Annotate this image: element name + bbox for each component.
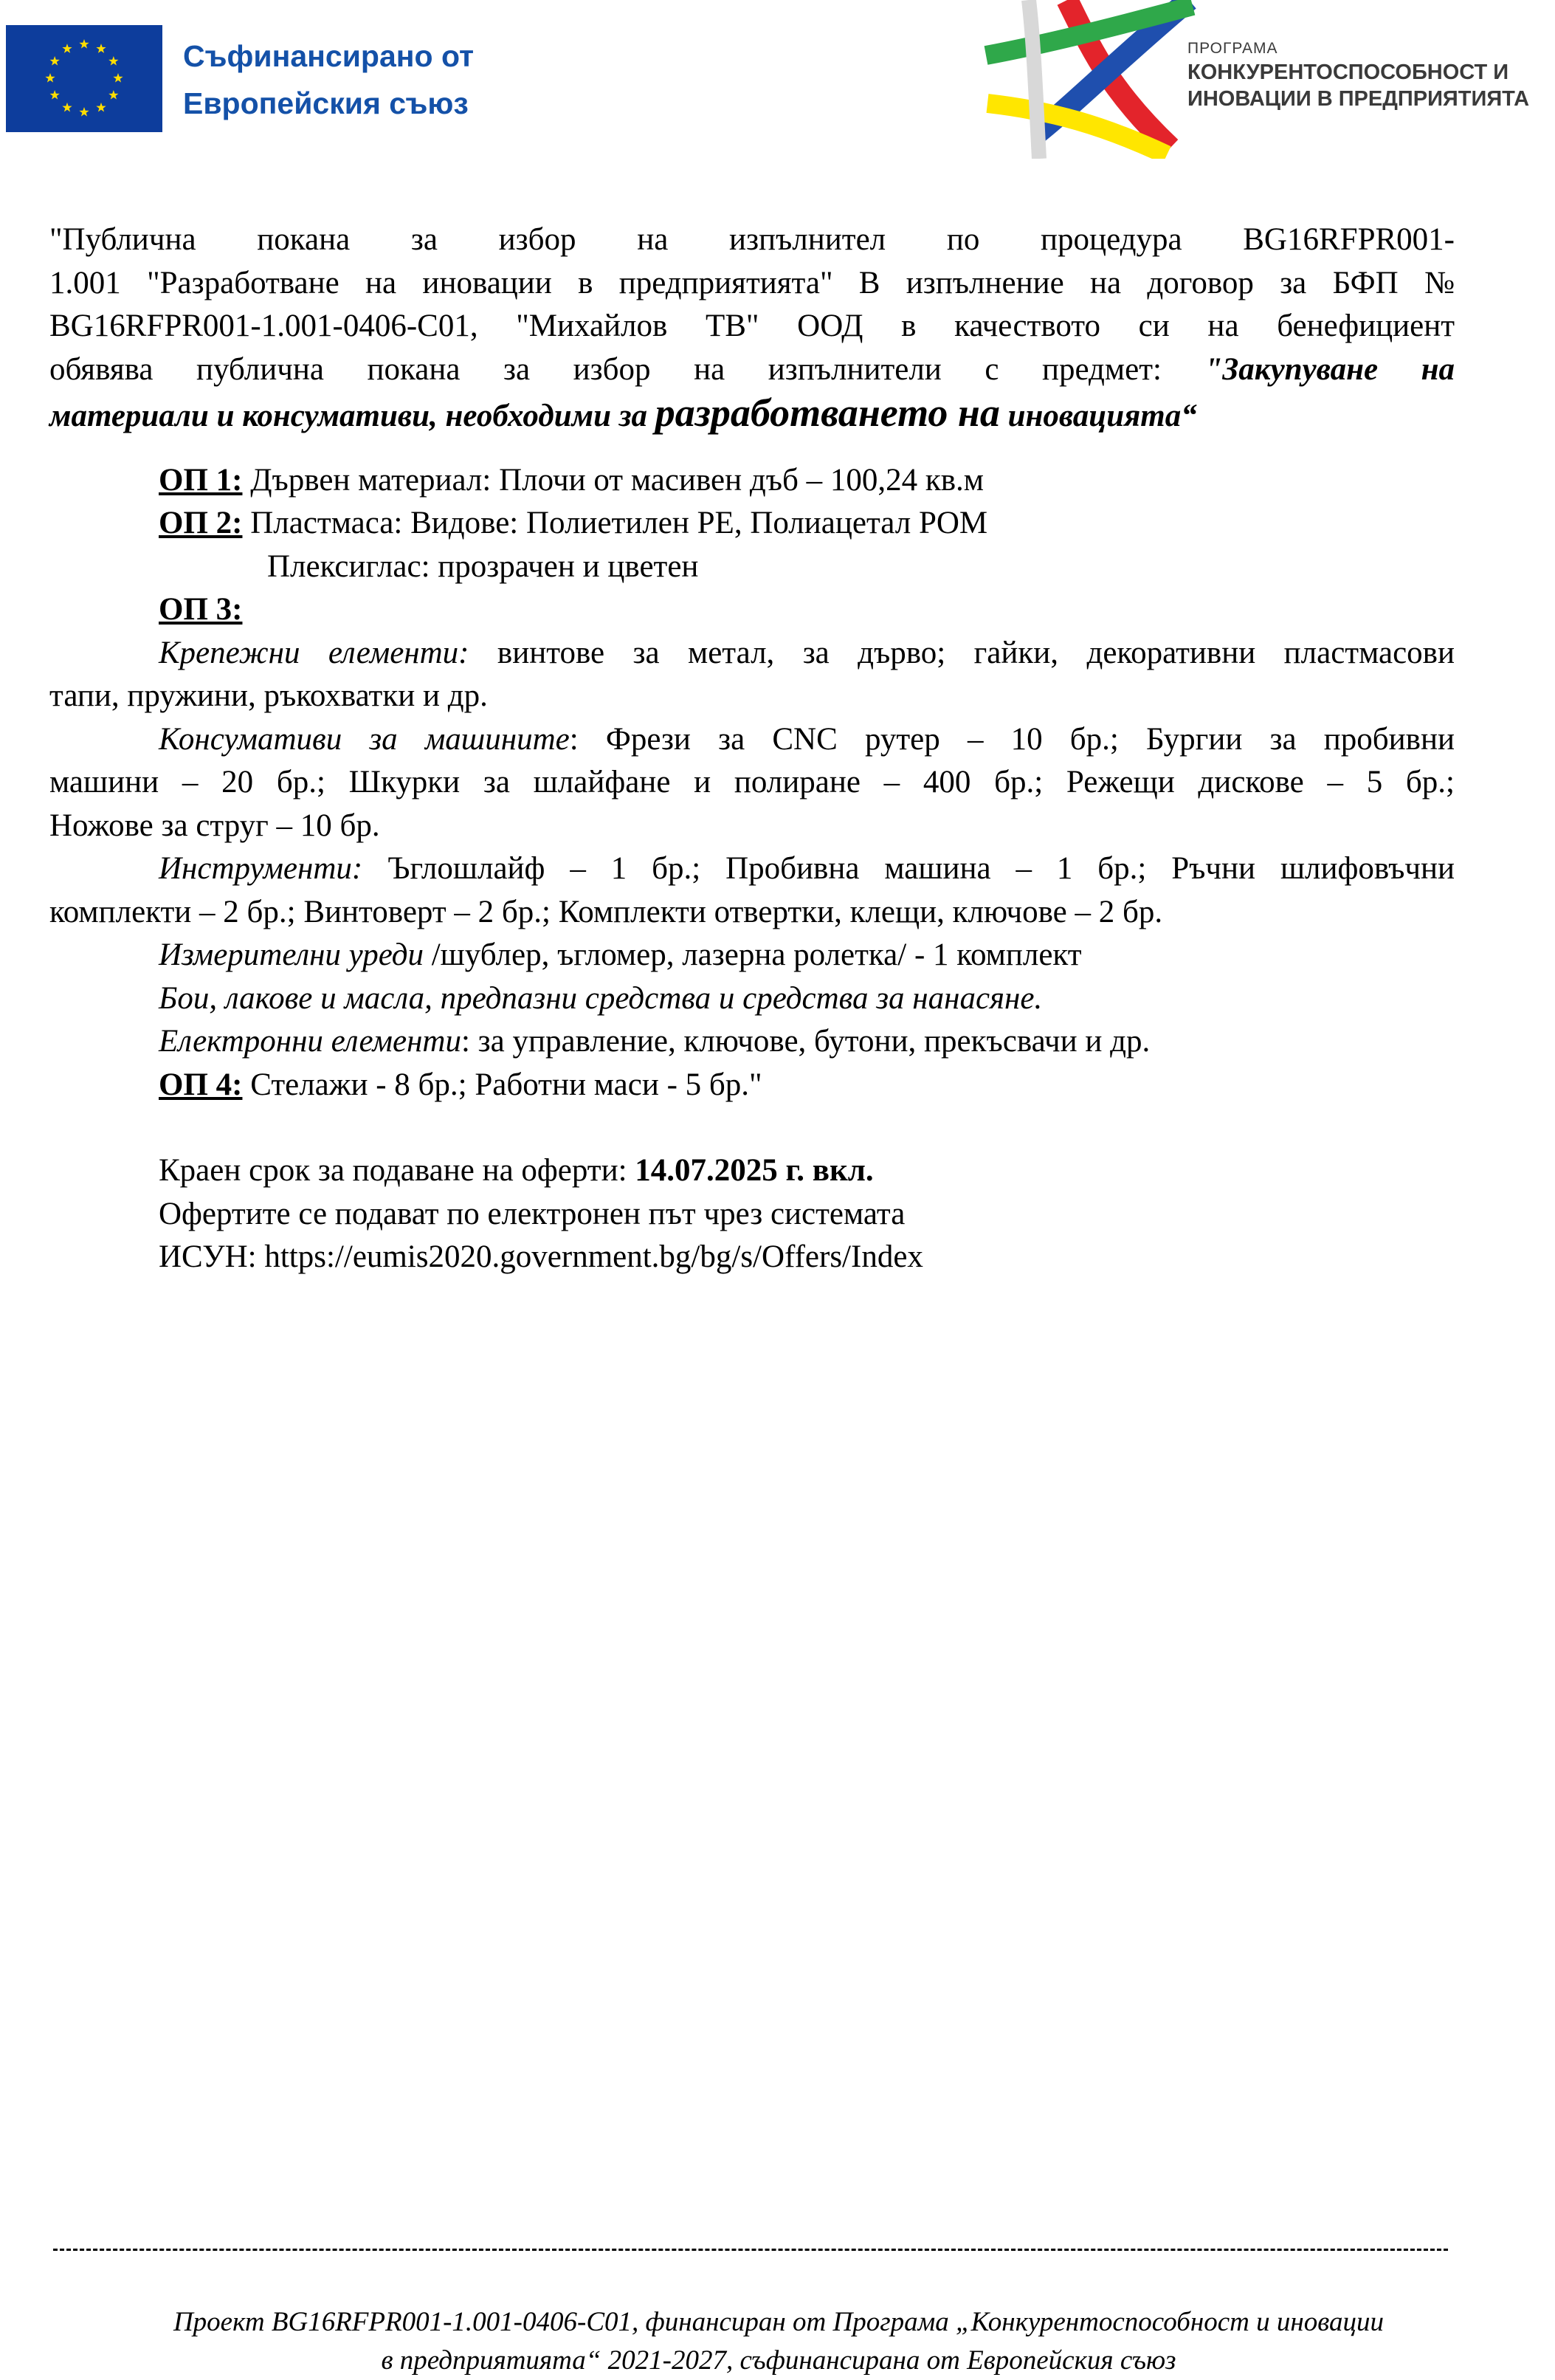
intro-line-1: "Публична покана за избор на изпълнител по процедура BG16RFPR001-: [49, 222, 1455, 257]
op4-line: ОП 4: Стелажи - 8 бр.; Работни маси - 5 бр.": [159, 1067, 762, 1102]
eu-star-icon: [62, 44, 72, 53]
footer-line-1: Проект BG16RFPR001-1.001-0406-C01, финансиран от Програма „Конкурентоспособност и иновации: [173, 2307, 1385, 2337]
eu-star-icon: [79, 107, 89, 117]
op1-line: ОП 1: Дървен материал: Плочи от масивен дъб – 100,24 кв.м: [159, 462, 984, 498]
program-title-line2: ИНОВАЦИИ В ПРЕДПРИЯТИЯТА: [1187, 87, 1530, 111]
consumables-line-1: Консумативи за машините: Фрези за CNC рутер – 10 бр.; Бургии за пробивни: [159, 721, 1455, 757]
op4-label: ОП 4:: [159, 1067, 243, 1102]
eu-star-icon: [62, 103, 72, 112]
consumables-line-3: Ножове за струг – 10 бр.: [49, 808, 380, 843]
footer-divider: [53, 2249, 1448, 2251]
program-label: ПРОГРАМА: [1187, 40, 1278, 57]
eu-star-icon: [113, 73, 123, 83]
fasteners-line-2: тапи, пружини, ръкохватки и др.: [49, 678, 488, 713]
eu-star-icon: [96, 44, 106, 53]
eu-logo-line1: Съфинансирано от: [183, 39, 475, 73]
deadline-date: 14.07.2025 г. вкл.: [635, 1153, 874, 1188]
footer-note: [44, 2303, 1513, 2380]
op2-line: ОП 2: Пластмаса: Видове: Полиетилен PE, Полиацетал POM: [159, 506, 988, 540]
eu-star-icon: [108, 90, 118, 100]
op2-line-2: Плексиглас: прозрачен и цветен: [267, 548, 699, 584]
eu-star-icon: [50, 90, 60, 100]
deadline-line: Краен срок за подаване на оферти: 14.07.2025 г. вкл.: [159, 1153, 874, 1188]
op3-label: ОП 3:: [159, 592, 243, 627]
eu-flag-icon: [6, 25, 162, 132]
eu-logo-line2: Европейския съюз: [183, 86, 469, 120]
paints-line: Бои, лакове и масла, предпазни средства и средства за нанасяне.: [159, 980, 1043, 1016]
tools-line-1: Инструменти: Ъглошлайф – 1 бр.; Пробивна машина – 1 бр.; Ръчни шлифовъчни: [159, 851, 1455, 886]
eu-star-icon: [108, 56, 118, 66]
measure-line: Измерителни уреди /шублер, ъгломер, лазерна ролетка/ - 1 комплект: [159, 938, 1082, 972]
fasteners-line-1: Крепежни елементи: винтове за метал, за дърво; гайки, декоративни пластмасови: [159, 635, 1455, 670]
program-ribbon-icon: [979, 0, 1200, 159]
eu-star-icon: [96, 103, 106, 112]
eu-star-icon: [50, 56, 60, 66]
isun-link[interactable]: ИСУН: https://eumis2020.government.bg/bg/s/Offers/Index: [159, 1239, 923, 1274]
program-logo: [979, 0, 1555, 159]
consumables-line-2: машини – 20 бр.; Шкурки за шлайфане и полиране – 400 бр.; Режещи дискове – 5 бр.;: [49, 765, 1455, 799]
intro-line-4: обявява публична покана за избор на изпълнители с предмет: "Закупуване на: [49, 351, 1455, 387]
eu-cofunded-logo: [6, 25, 563, 132]
submission-line: Офертите се подават по електронен път чрез системата: [159, 1196, 906, 1231]
intro-line-2: 1.001 "Разработване на иновации в предприятията" В изпълнение на договор за БФП №: [49, 265, 1455, 300]
subject-start: "Закупуване на: [1204, 351, 1455, 387]
footer-line-2: в предприятията“ 2021-2027, съфинансирана от Европейския съюз: [381, 2345, 1176, 2376]
op2-label: ОП 2:: [159, 506, 243, 540]
program-title-line1: КОНКУРЕНТОСПОСОБНОСТ И: [1187, 61, 1509, 84]
eu-star-icon: [45, 73, 55, 83]
intro-line-5: материали и консумативи, необходими за разработването на иновацията“: [49, 391, 1197, 435]
electronics-line: Електронни елементи: за управление, ключове, бутони, прекъсвачи и др.: [159, 1024, 1151, 1059]
eu-star-icon: [79, 39, 89, 49]
intro-line-3: BG16RFPR001-1.001-0406-C01, "Михайлов ТВ" ООД в качеството си на бенефициент: [49, 309, 1455, 343]
tools-line-2: комплекти – 2 бр.; Винтоверт – 2 бр.; Комплекти отвертки, клещи, ключове – 2 бр.: [49, 894, 1163, 929]
op3-line: [49, 588, 1455, 632]
op1-label: ОП 1:: [159, 462, 243, 498]
invitation-body: [49, 219, 1455, 1279]
